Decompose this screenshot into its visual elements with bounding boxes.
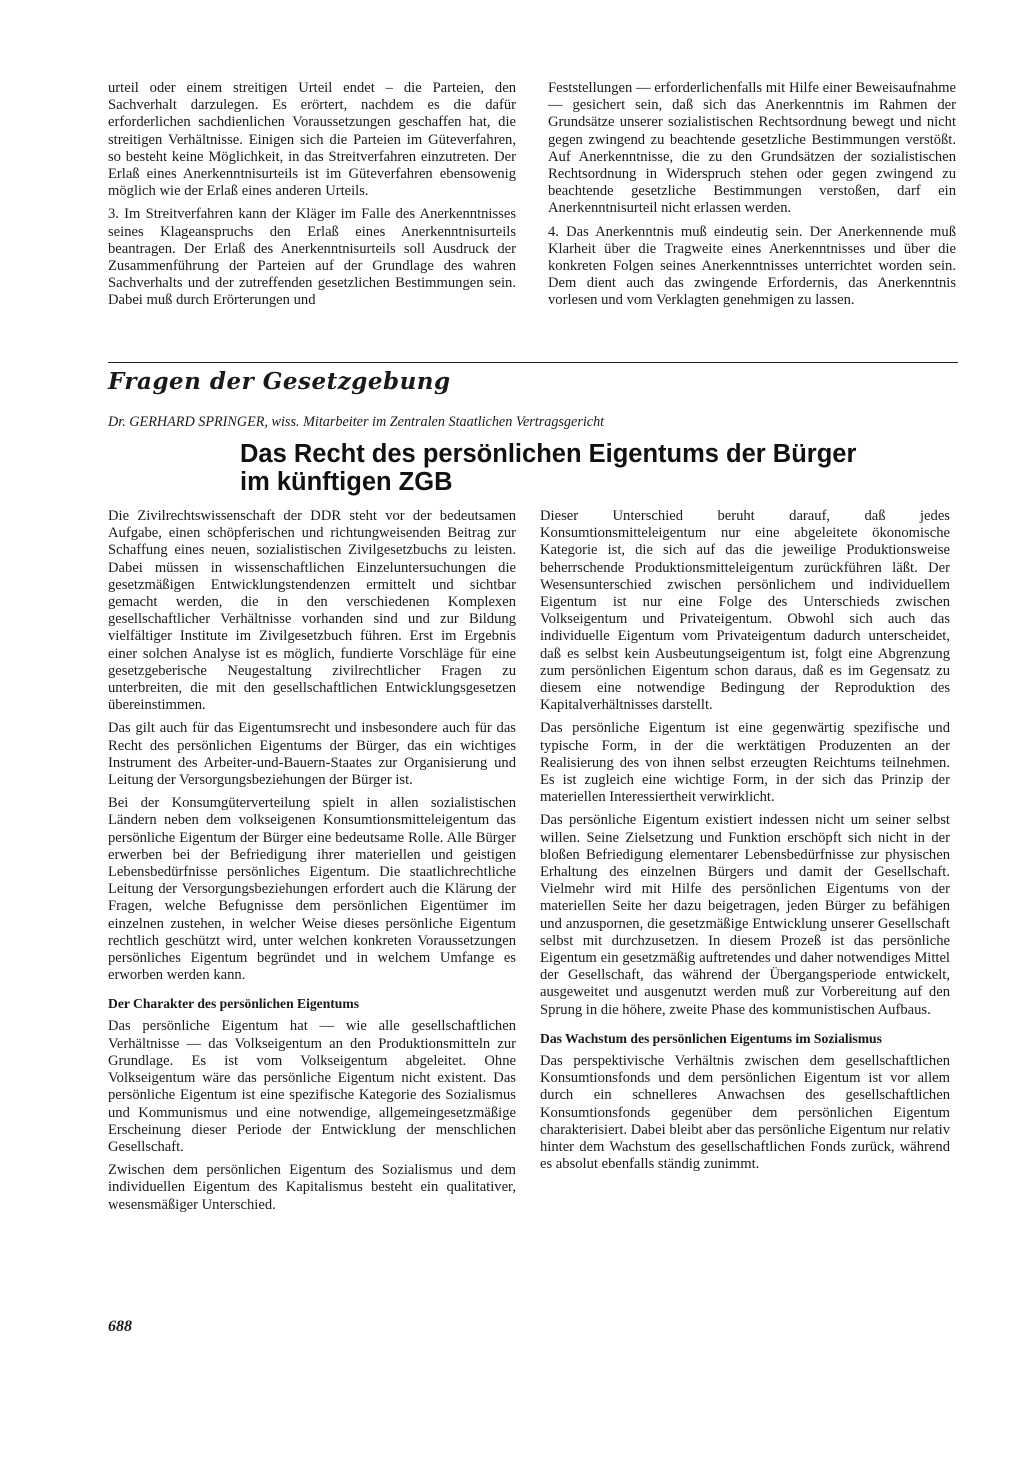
subsection-heading: Das Wachstum des persönlichen Eigentums im Sozialismus (540, 1030, 882, 1046)
article-title (240, 440, 940, 496)
article-title-line-1: Das Recht des persönlichen Eigentums der Bürger (240, 440, 857, 468)
page-number: 688 (108, 1318, 132, 1335)
paragraph: Das persönliche Eigentum ist eine gegenwärtig spezifische und typische Form, in der die werktätigen Produzenten an der Realisierung des von ihnen selbst erzeugten Reichtums teilnehmen. Es ist zugleich eine wichtige Form, in der sich das Prinzip der materiellen Interessiertheit verwirklicht. (540, 720, 950, 806)
paragraph: Feststellungen — erforderlichenfalls mit Hilfe einer Beweisaufnahme — gesichert sein, daß sich das Anerkenntnis im Rahmen der Grundsätze unserer sozialistischen Rechtsordnung bewegt und nicht gegen zwingend zu beachtende gesetzliche Bestimmungen verstößt. Auf Anerkenntnisse, die zu den Grundsätzen der sozialistischen Rechtsordnung in Widerspruch stehen oder gegen zwingend zu beachtende gesetzliche Bestimmungen verstoßen, darf ein Anerkenntnisurteil nicht erlassen werden. (548, 80, 956, 217)
top-left-column (108, 80, 516, 316)
paragraph: Das gilt auch für das Eigentumsrecht und insbesondere auch für das Recht des persönlichen Eigentums der Bürger, das ein wichtiges Instrument des Arbeiter-und-Bauern-Staates zur Organisierung und Leitung der Versorgungsbeziehungen der Bürger ist. (108, 720, 516, 789)
paragraph: Das persönliche Eigentum existiert indessen nicht um seiner selbst willen. Seine Zielsetzung und Funktion erschöpft sich nicht in der bloßen Befriedigung elementarer Lebensbedürfnisse zur physischen Erhaltung des einzelnen Bürgers und damit der Gesellschaft. Vielmehr wird mit Hilfe des persönlichen Eigentums von der materiellen Seite her dazu beigetragen, jeden Bürger zu befähigen und anzuspornen, die gesetzmäßige Entwicklung unserer Gesellschaft selbst mit durchzusetzen. In diesem Prozeß ist das persönliche Eigentum ein gesetzmäßig auftretendes und daher notwendiges Mittel der Gesellschaft, das während der Übergangsperiode entwickelt, ausgeweitet und ausgenutzt werden muß zur Vorbereitung auf den Sprung in die höhere, zweite Phase des kommunistischen Aufbaus. (540, 812, 950, 1018)
paragraph: Zwischen dem persönlichen Eigentum des Sozialismus und dem individuellen Eigentum des Kapitalismus besteht ein qualitativer, wesensmäßiger Unterschied. (108, 1162, 516, 1213)
paragraph: Das persönliche Eigentum hat — wie alle gesellschaftlichen Verhältnisse — das Volkseigentum an den Produktionsmitteln zur Grundlage. Es ist vom Volkseigentum abgeleitet. Ohne Volkseigentum wäre das persönliche Eigentum nicht existent. Das persönliche Eigentum ist eine spezifische Kategorie des Sozialismus und Kommunismus und eine notwendige, allgemeingesetzmäßige Erscheinung dieser Periode der Entwicklung der menschlichen Gesellschaft. (108, 1018, 516, 1155)
paragraph: Dieser Unterschied beruht darauf, daß jedes Konsumtionsmitteleigentum nur eine abgeleitete ökonomische Kategorie ist, die sich auf das die jeweilige Produktionsweise beherrschende Produktionsmitteleigentum zurückführen läßt. Der Wesensunterschied zwischen persönlichem und individuellem Eigentum ist nur eine Folge des Unterschieds zwischen Volkseigentum und Privateigentum. Obwohl sich auch das individuelle Eigentum vom Privateigentum dadurch unterscheidet, daß es selbst kein Ausbeutungseigentum ist, folgt eine Abgrenzung zum persönlichen Eigentum schon daraus, daß es im Gegensatz zu diesem eine notwendige Bedingung der Reproduktion des Kapitalverhältnisses darstellt. (540, 508, 950, 714)
article-left-column (108, 508, 516, 1220)
paragraph: 4. Das Anerkenntnis muß eindeutig sein. Der Anerkennende muß Klarheit über die Tragweite eines Anerkenntnisses und über die konkreten Folgen seines Anerkenntnisses unterrichtet worden sein. Dem dient auch das zwingende Erfordernis, das Anerkenntnis vorlesen und vom Verklagten genehmigen zu lassen. (548, 223, 956, 309)
article-right-column (540, 508, 950, 1179)
section-heading: Fragen der Gesetzgebung (108, 368, 451, 395)
subsection-heading: Der Charakter des persönlichen Eigentums (108, 996, 359, 1012)
paragraph: Die Zivilrechtswissenschaft der DDR steht vor der bedeutsamen Aufgabe, einen schöpferischen und richtungweisenden Beitrag zur Schaffung eines neuen, sozialistischen Zivilgesetzbuchs zu leisten. Dabei müssen in wissenschaftlichen Einzeluntersuchungen die gesetzmäßigen Entwicklungstendenzen ermittelt und sichtbar gemacht werden, die in den verschiedenen Komplexen gesellschaftlicher Verhältnisse vorhanden sind und zur Bildung vielfältiger Institute im Zivilgesetzbuch führen. Erst im Ergebnis einer solchen Analyse ist es möglich, fundierte Vorschläge für eine gesetzgeberische Neugestaltung zivilrechtlicher Fragen zu unterbreiten, die mit den gesellschaftlichen Entwicklungsgesetzen übereinstimmen. (108, 508, 516, 714)
paragraph: urteil oder einem streitigen Urteil endet – die Parteien, den Sachverhalt darzulegen. Es erörtert, nachdem es die dafür erforderlichen sachdienlichen Voraussetzungen geschaffen hat, die streitigen Verhältnisse. Einigen sich die Parteien im Güteverfahren, so besteht keine Möglichkeit, in das Streitverfahren einzutreten. Der Erlaß eines Anerkenntnisurteils ist im Güteverfahren ebensowenig möglich wie der Erlaß eines anderen Urteils. (108, 80, 516, 200)
paragraph: Das perspektivische Verhältnis zwischen dem gesellschaftlichen Konsumtionsfonds und dem persönlichen Eigentum ist vor allem durch ein schnelleres Anwachsen des gesellschaftlichen Konsumtionsfonds gegenüber dem persönlichen Eigentum charakterisiert. Dabei bleibt aber das persönliche Eigentum nur relativ hinter dem Wachstum des gesellschaftlichen Fonds zurück, während es absolut ebenfalls ständig zunimmt. (540, 1052, 950, 1173)
author-line: Dr. GERHARD SPRINGER, wiss. Mitarbeiter im Zentralen Staatlichen Vertragsgericht (108, 414, 605, 430)
section-divider (108, 362, 958, 363)
article-title-line-2: im künftigen ZGB (240, 468, 453, 496)
paragraph: Bei der Konsumgüterverteilung spielt in allen sozialistischen Ländern neben dem volkseigenen Konsumtionsmitteleigentum das persönliche Eigentum der Bürger eine bedeutsame Rolle. Alle Bürger erwerben bei der Befriedigung ihrer materiellen und geistigen Lebensbedürfnisse persönliches Eigentum. Die staatlichrechtliche Leitung der Versorgungsbeziehungen erfordert auch die Klärung der Fragen, welche Befugnisse dem persönlichen Eigentümer im einzelnen zustehen, in welcher Weise dieses persönliche Eigentum rechtlich geschützt wird, unter welchen konkreten Voraussetzungen persönliches Eigentum begründet und in welchem Umfange es erworben werden kann. (108, 795, 516, 984)
top-right-column (548, 80, 956, 316)
paragraph: 3. Im Streitverfahren kann der Kläger im Falle des Anerkenntnisses seines Klageanspruchs den Erlaß eines Anerkenntnisurteils beantragen. Der Erlaß des Anerkenntnisurteils soll Ausdruck der Zusammenführung der Parteien auf der Grundlage des wahren Sachverhalts und der zutreffenden gesetzlichen Bestimmungen sein. Dabei muß durch Erörterungen und (108, 206, 516, 309)
